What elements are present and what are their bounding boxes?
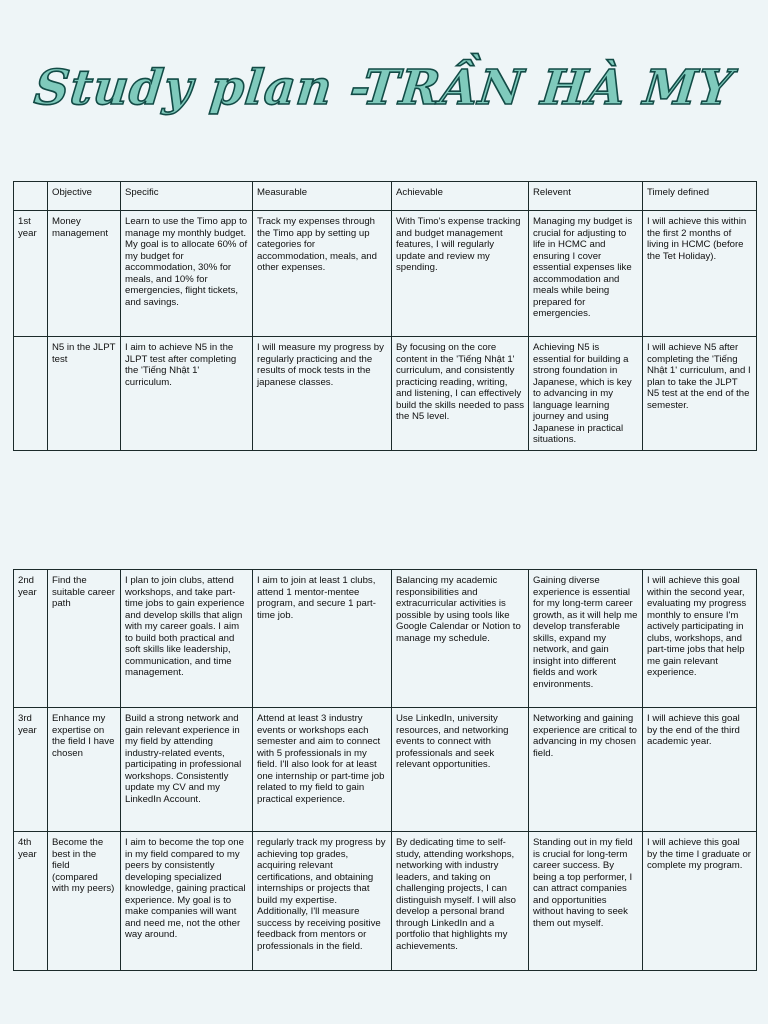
achievable-cell: By dedicating time to self-study, attending workshops, networking with industry leaders, and taking on challenging projects, I can distinguish myself. I will also develop a personal brand through LinkedIn and a portfolio that highlights my achievements.: [392, 832, 529, 971]
year-cell: 2nd year: [14, 570, 48, 708]
header-specific: Specific: [121, 182, 253, 211]
table-row: [14, 708, 757, 832]
achievable-cell: With Timo's expense tracking and budget management features, I will regularly update and review my spending.: [392, 211, 529, 337]
relevant-cell: Standing out in my field is crucial for long-term career success. By being a top performer, I can attract companies and opportunities without having to seek them out myself.: [529, 832, 643, 971]
specific-cell: I aim to achieve N5 in the JLPT test after completing the 'Tiếng Nhật 1' curriculum.: [121, 337, 253, 451]
measurable-cell: regularly track my progress by achieving top grades, acquiring relevant certifications, and obtaining internships or projects that build my expertise. Additionally, I'll measure success by receiving positive feedback from mentors or professionals in the field.: [253, 832, 392, 971]
relevant-cell: Gaining diverse experience is essential for my long-term career growth, as it will help me develop transferable skills, expand my network, and gain insight into different fields and work environments.: [529, 570, 643, 708]
table-row: [14, 211, 757, 337]
objective-cell: N5 in the JLPT test: [48, 337, 121, 451]
timely-cell: I will achieve N5 after completing the 'Tiếng Nhật 1' curriculum, and I plan to take the JLPT N5 test at the end of the semester.: [643, 337, 757, 451]
header-year: [14, 182, 48, 211]
measurable-cell: Attend at least 3 industry events or workshops each semester and aim to connect with 5 professionals in my field. I'll also look for at least one internship or part-time job related to my field to gain practical experience.: [253, 708, 392, 832]
measurable-cell: Track my expenses through the Timo app by setting up categories for accommodation, meals, and other expenses.: [253, 211, 392, 337]
objective-cell: Become the best in the field (compared with my peers): [48, 832, 121, 971]
measurable-cell: I aim to join at least 1 clubs, attend 1 mentor-mentee program, and secure 1 part-time job.: [253, 570, 392, 708]
relevant-cell: Networking and gaining experience are critical to advancing in my chosen field.: [529, 708, 643, 832]
table-row: [14, 337, 757, 451]
header-relevant: Relevent: [529, 182, 643, 211]
specific-cell: Learn to use the Timo app to manage my monthly budget. My goal is to allocate 60% of my budget for accommodation, 30% for meals, and 10% for emergencies, flight tickets, and savings.: [121, 211, 253, 337]
study-plan-table-top: [13, 181, 757, 451]
timely-cell: I will achieve this goal by the time I graduate or complete my program.: [643, 832, 757, 971]
specific-cell: I aim to become the top one in my field compared to my peers by consistently developing specialized knowledge, gaining practical experience. My goal is to make companies will want and need me, not the other way around.: [121, 832, 253, 971]
header-row: [14, 182, 757, 211]
objective-cell: Money management: [48, 211, 121, 337]
header-timely: Timely defined: [643, 182, 757, 211]
timely-cell: I will achieve this goal within the second year, evaluating my progress monthly to ensure I'm actively participating in clubs, workshops, and part-time jobs that help me gain relevant experience.: [643, 570, 757, 708]
year-cell: 4th year: [14, 832, 48, 971]
specific-cell: Build a strong network and gain relevant experience in my field by attending industry-related events, participating in professional workshops. Consistently update my CV and my LinkedIn Account.: [121, 708, 253, 832]
timely-cell: I will achieve this within the first 2 months of living in HCMC (before the Tet Holiday).: [643, 211, 757, 337]
objective-cell: Enhance my expertise on the field I have chosen: [48, 708, 121, 832]
table-row: [14, 832, 757, 971]
measurable-cell: I will measure my progress by regularly practicing and the results of mock tests in the japanese classes.: [253, 337, 392, 451]
objective-cell: Find the suitable career path: [48, 570, 121, 708]
timely-cell: I will achieve this goal by the end of the third academic year.: [643, 708, 757, 832]
header-objective: Objective: [48, 182, 121, 211]
year-cell: 3rd year: [14, 708, 48, 832]
header-measurable: Measurable: [253, 182, 392, 211]
relevant-cell: Achieving N5 is essential for building a strong foundation in Japanese, which is key to advancing in my language learning journey and using Japanese in practical situations.: [529, 337, 643, 451]
achievable-cell: By focusing on the core content in the 'Tiếng Nhật 1' curriculum, and consistently practicing reading, writing, and listening, I can effectively build the skills needed to pass the N5 level.: [392, 337, 529, 451]
year-cell: 1st year: [14, 211, 48, 337]
header-achievable: Achievable: [392, 182, 529, 211]
study-plan-table-bottom: [13, 569, 757, 971]
year-cell: [14, 337, 48, 451]
specific-cell: I plan to join clubs, attend workshops, and take part-time jobs to gain experience and develop skills that align with my career goals. I aim to build both practical and soft skills like leadership, communication, and time management.: [121, 570, 253, 708]
achievable-cell: Balancing my academic responsibilities and extracurricular activities is possible by using tools like Google Calendar or Notion to manage my schedule.: [392, 570, 529, 708]
achievable-cell: Use LinkedIn, university resources, and networking events to connect with professionals and seek relevant opportunities.: [392, 708, 529, 832]
table-row: [14, 570, 757, 708]
page-title: Study plan -TRẦN HÀ MY: [31, 60, 737, 116]
relevant-cell: Managing my budget is crucial for adjusting to life in HCMC and ensuring I cover essential expenses like accommodation and meals while being prepared for emergencies.: [529, 211, 643, 337]
